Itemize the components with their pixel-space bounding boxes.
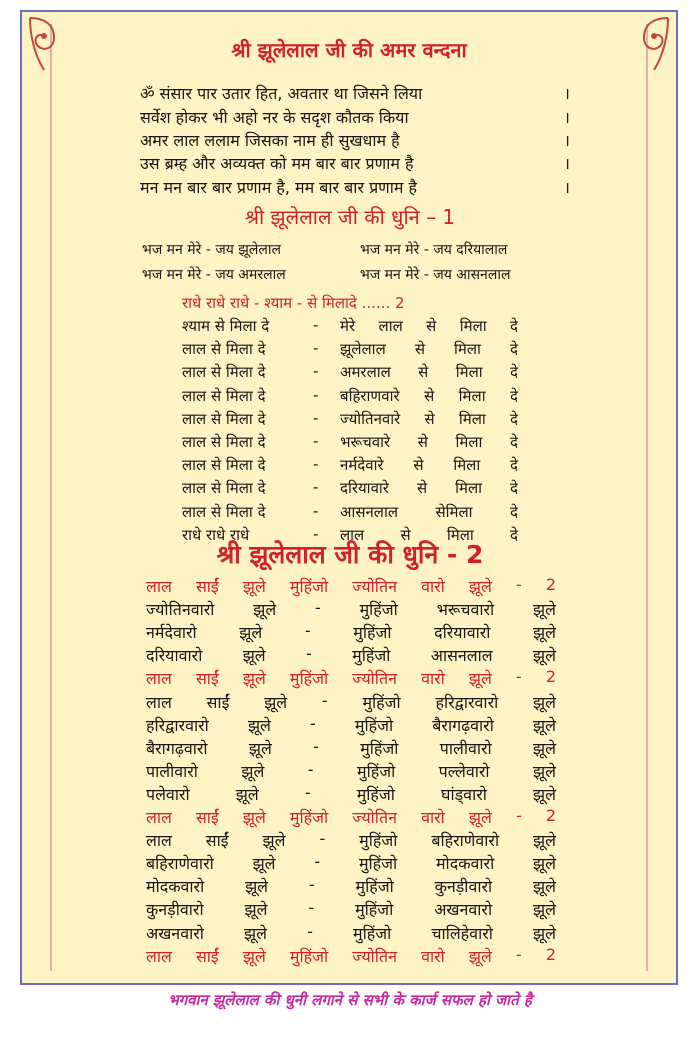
vandana-line: अमर लाल ललाम जिसका नाम ही सुखधाम है । [140,131,570,150]
radhe-row-cell: मेरे लाल से मिला दे [340,317,518,335]
dhun2-word: झूले [244,900,268,920]
dhun2-word: बैरागढ़वारो [146,738,208,758]
dhun2-word: ज्योतिन [352,808,397,827]
dhun2-word: ज्योतिन [352,577,397,596]
dhun2-word: हरिद्वारवारो [435,692,499,712]
dhun2-word: लाल [146,808,172,827]
dhun2-word: साईं [206,692,230,712]
bhaj-line: भज मन मेरे - जय झूलेलाल [142,242,281,258]
dhun2-line [146,922,556,944]
dhun2-word: - [307,921,313,941]
dhun2-word: झूले [533,784,556,804]
dhun2-word: पालीवारो [439,738,492,758]
dhun2-line [146,783,556,805]
dhun2-word: - [319,829,326,849]
dhun2-line [146,575,556,597]
radhe-row-cell: अमरलाल से मिला दे [340,363,518,382]
radhe-row-cell: लाल से मिला दे [182,409,266,428]
dhun2-word: साईं [205,831,229,851]
dhun2-line [146,806,556,828]
dhun2-word: झूले [248,738,272,758]
dhun2-word: मुहिंजो [359,600,398,620]
dhun2-word: - [515,667,522,687]
dhun2-line [146,691,556,713]
dhun2-word: झूले [264,692,288,712]
dhun2-word: झूले [242,646,266,666]
vandana-line: ॐ संसार पार उतार हित, अवतार था जिसने लिया । [140,84,570,103]
dhun2-word: - [515,575,522,594]
radhe-row-cell: बहिराणवारे से मिला दे [340,386,518,405]
radhe-row-cell: लाल से मिला दे [182,363,266,382]
dhun2-word: मुहिंजो [353,923,392,943]
dhun2-line [146,714,556,736]
vandana-line: उस ब्रम्ह और अव्यक्त को मम बार बार प्रणाम है । [140,154,570,173]
dhun2-word: - [304,782,311,802]
radhe-row-cell: आसनलाल सेमिला दे [340,502,518,521]
radhe-row-cell: भरूचवारे से मिला दे [340,433,518,451]
dhun2-word: साईं [195,946,219,966]
dhun2-word: ज्योतिनवारो [146,600,215,620]
dhun2-word: झूले [533,923,556,943]
dhun2-word: झूले [533,692,556,712]
dhun2-word: झूले [532,738,556,758]
dhun2-word: मुहिंजो [289,946,329,966]
dhun2-word: - [515,806,522,825]
dhun2-word: ज्योतिन [352,946,397,966]
dhun2-word: झूले [533,877,556,897]
dhun2-word: मुहिंजो [355,900,394,920]
vandana-title: श्री झूलेलाल जी की अमर वन्दना [231,38,467,62]
radhe-row-cell: राधे राधे राधे [182,525,250,544]
radhe-row-cell: लाल से मिला दे [182,479,266,498]
dhun2-line [146,598,556,620]
dhun2-word: झूले [533,646,556,666]
dhun2-word: आसनलाल [430,646,493,666]
dhun2-word: लाल [146,831,172,851]
dhun2-word: मुहिंजो [355,877,394,897]
radhe-row-cell: - [313,408,319,427]
dhun2-word: मुहिंजो [358,854,398,874]
dhun2-word: दरियावारो [434,623,491,643]
dhun2-word: झूले [242,669,266,689]
dhun2-word: झूले [244,923,267,943]
dhun2-word: भरूचवारो [436,600,495,620]
dhun2-word: - [515,944,522,964]
dhun2-word: झूले [245,877,269,897]
dhun2-word: झूले [239,623,263,643]
dhun2-word: झूले [252,854,276,874]
footer-note: भगवान झूलेलाल की धुनी लगाने से सभी के कार्ज सफल हो जाते है [168,991,532,1009]
dhun2-line [146,875,556,897]
dhun2-word: कुनड़ीवारो [434,877,493,897]
dhun2-line [146,829,556,851]
dhun2-word: घांड्वारो [441,784,487,804]
dhun2-line [146,760,556,782]
dhun2-word: झूले [532,600,556,620]
radhe-row-cell: लाल से मिला दे [182,340,266,359]
dhun2-word: कुनड़ीवारो [146,900,204,920]
dhun2-word: अखनवारो [434,900,493,920]
dhun2-title: श्री झूलेलाल जी की धुनि - 2 [216,540,484,569]
radhe-row-cell: ज्योतिनवारे से मिला दे [340,409,518,428]
dhun2-word: - [306,644,312,664]
radhe-refrain: राधे राधे राधे - श्याम - से मिलादे ...... 2 [182,294,405,312]
radhe-row-cell: नर्मदेवारे से मिला दे [340,456,518,475]
dhun2-line [146,852,556,874]
dhun2-word: झूले [241,761,265,781]
radhe-row-cell: लाल से मिला दे [182,456,266,475]
dhun2-word: झूले [253,600,277,620]
dhun2-word: झूले [468,946,492,966]
dhun2-word: पल्लेवारो [438,761,490,781]
radhe-row-cell: - [313,432,319,450]
radhe-row-cell: - [313,362,319,381]
dhun2-word: झूले [533,761,556,781]
vandana-line: मन मन बार बार प्रणाम है, मम बार बार प्रणाम है । [140,178,570,197]
dhun2-word: झूले [242,946,266,966]
radhe-row-cell: - [313,339,319,358]
dhun2-word: साईं [195,808,219,827]
radhe-row-cell: - [313,524,319,543]
radhe-row-cell: - [313,501,319,520]
dhun2-line [146,898,556,920]
dhun2-word: झूले [533,854,556,874]
dhun2-word: लाल [146,692,172,712]
dhun2-word: 2 [545,944,556,964]
dhun2-word: अखनवारो [146,923,204,943]
dhun2-word: वारो [421,808,445,827]
dhun2-word: साईं [195,577,219,596]
dhun2-word: - [304,621,311,641]
dhun2-word: नर्मदेवारो [146,623,197,643]
dhun2-word: मुहिंजो [357,761,396,781]
dhun2-word: मुहिंजो [289,669,329,689]
radhe-row-cell: - [313,455,319,474]
dhun2-word: मुहिंजो [289,808,329,827]
dhun2-line [146,945,556,967]
dhun2-word: - [315,598,321,618]
dhun2-word: झूले [242,808,266,827]
dhun2-word: लाल [146,669,172,689]
radhe-row-cell: लाल से मिला दे [340,525,518,544]
vandana-line: सर्वेश होकर भी अहो नर के सदृश कौतक किया । [140,108,570,127]
dhun2-word: 2 [545,806,556,825]
dhun2-word: - [313,736,319,756]
dhun2-word: लाल [146,946,172,966]
dhun2-word: झूले [532,715,556,735]
dhun2-word: झूले [533,900,556,920]
dhun2-word: मुहिंजो [360,738,399,758]
dhun2-word: बैरागढ़वारो [432,715,494,735]
dhun2-word: बहिराणेवारो [146,854,214,874]
dhun2-line [146,644,556,666]
dhun2-word: वारो [421,946,445,966]
dhun1-title: श्री झूलेलाल जी की धुनि – 1 [244,205,456,229]
dhun2-word: लाल [146,577,172,596]
dhun2-word: - [308,875,315,895]
dhun2-word: मुहिंजो [289,577,329,596]
dhun2-word: झूले [468,808,492,827]
dhun2-word: वारो [421,577,445,596]
dhun2-word: वारो [421,669,445,689]
dhun2-word: दरियावारो [146,646,203,666]
dhun2-word: झूले [247,715,271,735]
dhun2-word: बहिराणेवारो [431,831,500,851]
dhun2-word: - [308,898,315,918]
dhun2-word: झूले [235,784,259,804]
dhun2-word: पलेवारो [146,784,190,804]
dhun2-word: मुहिंजो [354,715,394,735]
bhaj-line: भज मन मेरे - जय आसनलाल [360,267,511,283]
radhe-row-cell: दरियावारे से मिला दे [340,479,518,498]
dhun2-word: पालीवारो [146,761,198,781]
dhun2-word: ज्योतिन [352,669,397,689]
dhun2-word: मुहिंजो [352,646,391,666]
radhe-row-cell: लाल से मिला दे [182,386,266,405]
radhe-row-cell: - [313,316,319,334]
radhe-row-cell: लाल से मिला दे [182,502,266,521]
dhun2-word: चालिहेवारो [431,923,493,943]
dhun2-word: मोदकवारो [146,877,205,897]
dhun2-line [146,621,556,643]
radhe-row-cell: श्याम से मिला दे [182,317,270,335]
dhun2-word: झूले [468,577,492,596]
dhun2-word: - [321,690,328,710]
dhun2-word: मुहिंजो [359,831,398,851]
radhe-row-cell: झूलेलाल से मिला दे [340,340,518,359]
dhun2-word: 2 [545,575,556,594]
dhun2-word: झूले [468,669,492,689]
dhun2-word: झूले [533,831,556,851]
radhe-row-cell: - [313,385,319,404]
radhe-row-cell: लाल से मिला दे [182,433,266,451]
dhun2-word: - [307,759,314,779]
radhe-row-cell: - [313,478,319,497]
dhun2-line [146,737,556,759]
dhun2-word: झूले [533,623,556,643]
dhun2-word: मुहिंजो [353,623,392,643]
dhun2-word: साईं [195,669,219,689]
dhun2-word: झूले [242,577,266,596]
dhun2-word: - [310,713,316,733]
dhun2-word: - [314,852,321,872]
dhun2-word: मुहिंजो [356,784,395,804]
dhun2-word: मुहिंजो [362,692,401,712]
bhaj-line: भज मन मेरे - जय दरियालाल [360,242,508,258]
dhun2-line [146,667,556,689]
dhun2-word: 2 [545,667,556,687]
bhaj-line: भज मन मेरे - जय अमरलाल [142,267,286,283]
dhun2-word: हरिद्वारवारो [146,715,209,735]
dhun2-word: मोदकवारो [435,854,495,874]
dhun2-word: झूले [262,831,286,851]
